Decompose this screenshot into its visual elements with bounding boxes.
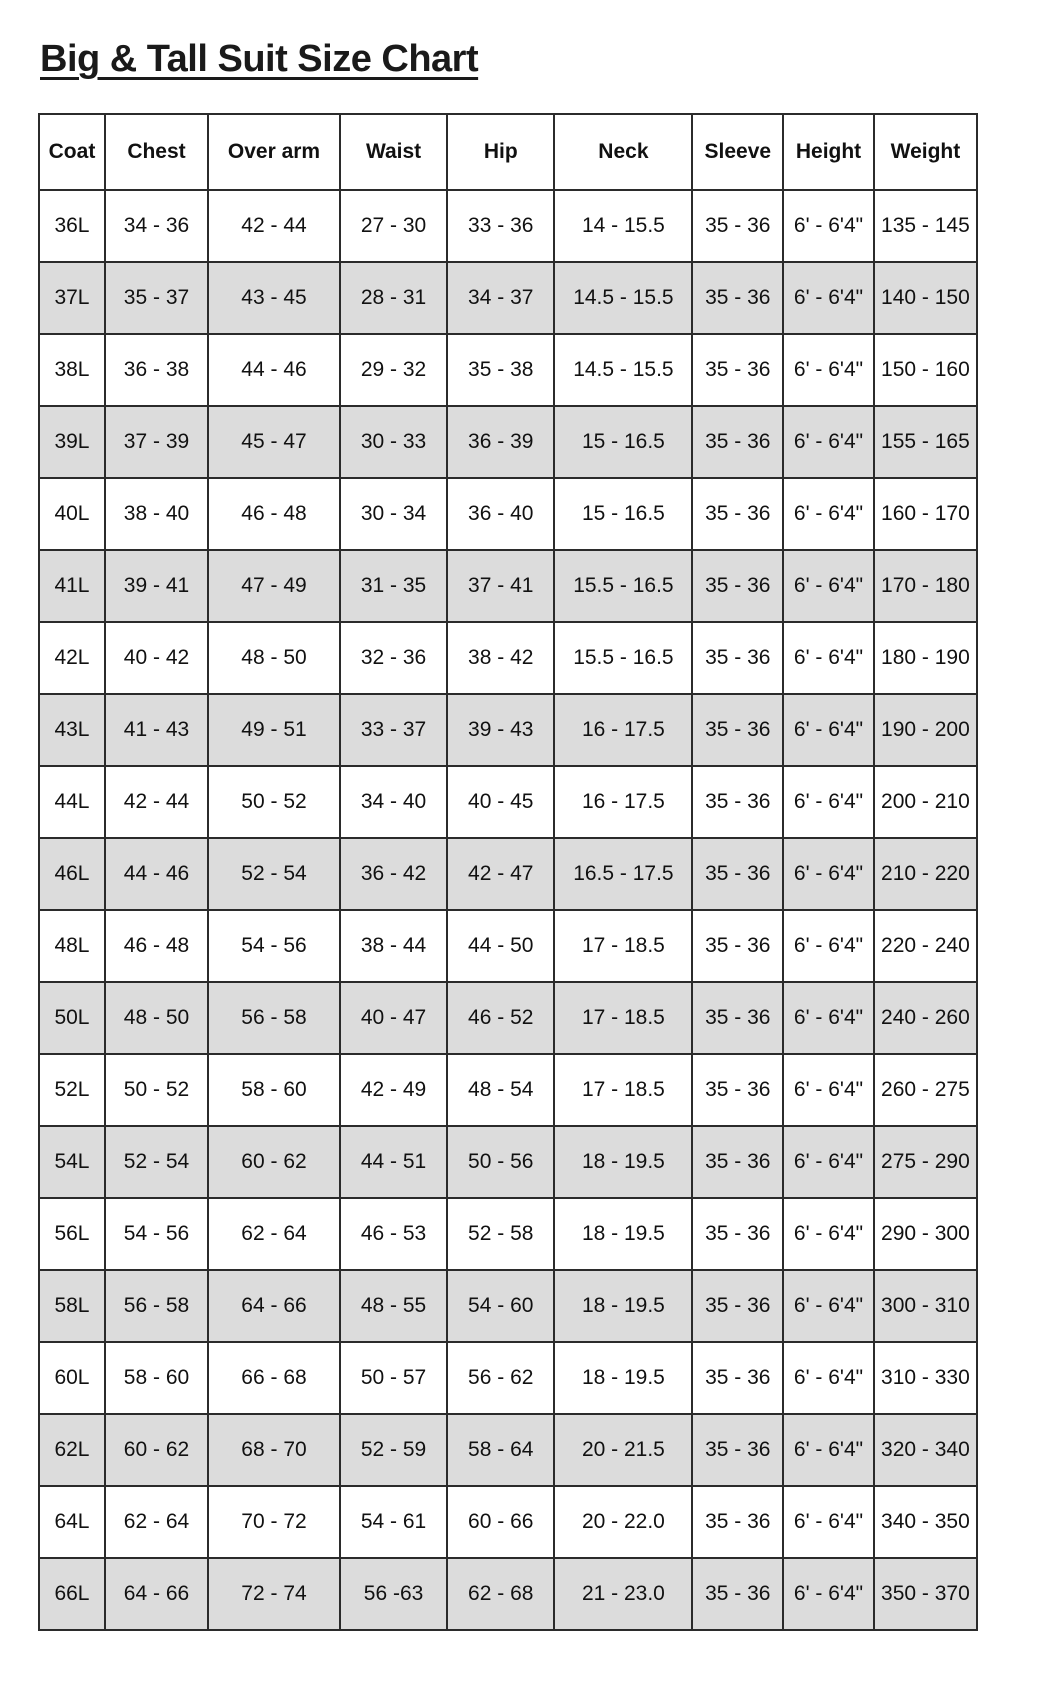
table-cell-over-arm: 46 - 48 [208,478,340,550]
table-cell-over-arm: 56 - 58 [208,982,340,1054]
table-cell-hip: 42 - 47 [447,838,554,910]
table-row [39,694,977,766]
table-cell-over-arm: 60 - 62 [208,1126,340,1198]
table-cell-over-arm: 68 - 70 [208,1414,340,1486]
table-cell-coat: 46L [39,838,105,910]
table-row [39,1414,977,1486]
table-cell-waist: 48 - 55 [340,1270,447,1342]
table-cell-over-arm: 49 - 51 [208,694,340,766]
table-cell-sleeve: 35 - 36 [692,622,783,694]
table-cell-chest: 41 - 43 [105,694,208,766]
table-cell-hip: 37 - 41 [447,550,554,622]
table-cell-weight: 160 - 170 [874,478,977,550]
table-cell-over-arm: 62 - 64 [208,1198,340,1270]
table-row [39,622,977,694]
table-cell-height: 6' - 6'4" [783,334,874,406]
table-cell-sleeve: 35 - 36 [692,1486,783,1558]
table-cell-waist: 29 - 32 [340,334,447,406]
table-cell-sleeve: 35 - 36 [692,838,783,910]
table-cell-over-arm: 44 - 46 [208,334,340,406]
table-cell-over-arm: 58 - 60 [208,1054,340,1126]
table-cell-chest: 42 - 44 [105,766,208,838]
table-cell-over-arm: 64 - 66 [208,1270,340,1342]
table-cell-height: 6' - 6'4" [783,1054,874,1126]
table-cell-height: 6' - 6'4" [783,262,874,334]
table-cell-coat: 42L [39,622,105,694]
table-cell-waist: 36 - 42 [340,838,447,910]
table-cell-weight: 320 - 340 [874,1414,977,1486]
table-row [39,1054,977,1126]
table-cell-coat: 41L [39,550,105,622]
table-cell-neck: 15 - 16.5 [554,478,692,550]
table-cell-neck: 18 - 19.5 [554,1270,692,1342]
table-cell-hip: 36 - 40 [447,478,554,550]
table-cell-waist: 40 - 47 [340,982,447,1054]
table-cell-waist: 30 - 34 [340,478,447,550]
table-row [39,838,977,910]
table-cell-hip: 34 - 37 [447,262,554,334]
table-cell-height: 6' - 6'4" [783,478,874,550]
table-row [39,1342,977,1414]
table-cell-height: 6' - 6'4" [783,766,874,838]
table-cell-weight: 240 - 260 [874,982,977,1054]
table-cell-coat: 60L [39,1342,105,1414]
table-cell-neck: 18 - 19.5 [554,1198,692,1270]
table-cell-hip: 38 - 42 [447,622,554,694]
table-cell-coat: 50L [39,982,105,1054]
table-cell-over-arm: 45 - 47 [208,406,340,478]
table-row [39,766,977,838]
table-cell-coat: 40L [39,478,105,550]
table-cell-chest: 38 - 40 [105,478,208,550]
table-cell-height: 6' - 6'4" [783,1198,874,1270]
table-row [39,406,977,478]
table-cell-over-arm: 50 - 52 [208,766,340,838]
table-cell-sleeve: 35 - 36 [692,406,783,478]
table-cell-waist: 44 - 51 [340,1126,447,1198]
table-cell-hip: 36 - 39 [447,406,554,478]
table-cell-hip: 35 - 38 [447,334,554,406]
table-cell-waist: 34 - 40 [340,766,447,838]
table-cell-sleeve: 35 - 36 [692,478,783,550]
table-cell-coat: 38L [39,334,105,406]
column-header-waist: Waist [340,114,447,190]
table-cell-sleeve: 35 - 36 [692,1558,783,1630]
table-cell-weight: 290 - 300 [874,1198,977,1270]
table-cell-chest: 58 - 60 [105,1342,208,1414]
table-cell-height: 6' - 6'4" [783,1558,874,1630]
table-row [39,1486,977,1558]
table-cell-waist: 56 -63 [340,1558,447,1630]
table-cell-over-arm: 72 - 74 [208,1558,340,1630]
table-cell-neck: 16 - 17.5 [554,694,692,766]
table-cell-waist: 27 - 30 [340,190,447,262]
table-cell-weight: 180 - 190 [874,622,977,694]
table-cell-over-arm: 48 - 50 [208,622,340,694]
table-cell-chest: 54 - 56 [105,1198,208,1270]
table-cell-over-arm: 43 - 45 [208,262,340,334]
table-header-row [39,114,977,190]
column-header-weight: Weight [874,114,977,190]
table-cell-height: 6' - 6'4" [783,838,874,910]
column-header-height: Height [783,114,874,190]
table-cell-neck: 17 - 18.5 [554,1054,692,1126]
table-cell-height: 6' - 6'4" [783,550,874,622]
table-cell-neck: 14 - 15.5 [554,190,692,262]
table-cell-waist: 50 - 57 [340,1342,447,1414]
table-cell-weight: 260 - 275 [874,1054,977,1126]
table-cell-neck: 16.5 - 17.5 [554,838,692,910]
table-cell-coat: 48L [39,910,105,982]
table-cell-sleeve: 35 - 36 [692,334,783,406]
table-cell-height: 6' - 6'4" [783,406,874,478]
table-cell-weight: 200 - 210 [874,766,977,838]
table-cell-coat: 62L [39,1414,105,1486]
table-cell-weight: 170 - 180 [874,550,977,622]
table-cell-over-arm: 52 - 54 [208,838,340,910]
table-cell-neck: 15.5 - 16.5 [554,622,692,694]
table-cell-height: 6' - 6'4" [783,694,874,766]
table-cell-hip: 48 - 54 [447,1054,554,1126]
table-cell-coat: 36L [39,190,105,262]
table-cell-sleeve: 35 - 36 [692,1414,783,1486]
table-cell-waist: 52 - 59 [340,1414,447,1486]
table-cell-waist: 30 - 33 [340,406,447,478]
table-cell-chest: 39 - 41 [105,550,208,622]
table-row [39,478,977,550]
table-cell-hip: 56 - 62 [447,1342,554,1414]
column-header-neck: Neck [554,114,692,190]
table-cell-waist: 42 - 49 [340,1054,447,1126]
table-cell-neck: 20 - 22.0 [554,1486,692,1558]
table-cell-weight: 150 - 160 [874,334,977,406]
table-cell-waist: 33 - 37 [340,694,447,766]
table-cell-hip: 33 - 36 [447,190,554,262]
table-cell-neck: 18 - 19.5 [554,1342,692,1414]
table-cell-height: 6' - 6'4" [783,910,874,982]
table-cell-coat: 66L [39,1558,105,1630]
table-row [39,1558,977,1630]
table-cell-height: 6' - 6'4" [783,1126,874,1198]
table-cell-waist: 32 - 36 [340,622,447,694]
table-cell-chest: 62 - 64 [105,1486,208,1558]
page-title: Big & Tall Suit Size Chart [40,38,479,80]
column-header-hip: Hip [447,114,554,190]
table-cell-hip: 50 - 56 [447,1126,554,1198]
table-cell-height: 6' - 6'4" [783,1414,874,1486]
table-row [39,190,977,262]
table-cell-weight: 350 - 370 [874,1558,977,1630]
table-cell-neck: 18 - 19.5 [554,1126,692,1198]
table-cell-neck: 16 - 17.5 [554,766,692,838]
table-cell-weight: 140 - 150 [874,262,977,334]
table-cell-chest: 52 - 54 [105,1126,208,1198]
table-cell-neck: 17 - 18.5 [554,910,692,982]
table-cell-over-arm: 54 - 56 [208,910,340,982]
table-cell-chest: 34 - 36 [105,190,208,262]
table-cell-hip: 60 - 66 [447,1486,554,1558]
table-cell-coat: 44L [39,766,105,838]
table-cell-coat: 58L [39,1270,105,1342]
table-cell-height: 6' - 6'4" [783,190,874,262]
table-cell-waist: 38 - 44 [340,910,447,982]
table-cell-waist: 28 - 31 [340,262,447,334]
table-cell-over-arm: 66 - 68 [208,1342,340,1414]
table-cell-waist: 54 - 61 [340,1486,447,1558]
table-cell-sleeve: 35 - 36 [692,982,783,1054]
table-cell-weight: 155 - 165 [874,406,977,478]
column-header-over-arm: Over arm [208,114,340,190]
table-cell-weight: 190 - 200 [874,694,977,766]
table-cell-neck: 14.5 - 15.5 [554,334,692,406]
table-cell-chest: 46 - 48 [105,910,208,982]
table-row [39,910,977,982]
column-header-coat: Coat [39,114,105,190]
table-cell-sleeve: 35 - 36 [692,262,783,334]
table-cell-neck: 20 - 21.5 [554,1414,692,1486]
table-cell-chest: 64 - 66 [105,1558,208,1630]
table-cell-hip: 39 - 43 [447,694,554,766]
table-cell-neck: 21 - 23.0 [554,1558,692,1630]
table-cell-height: 6' - 6'4" [783,1270,874,1342]
table-cell-chest: 60 - 62 [105,1414,208,1486]
table-row [39,1126,977,1198]
table-cell-chest: 40 - 42 [105,622,208,694]
size-chart-table [38,113,978,1631]
table-cell-over-arm: 70 - 72 [208,1486,340,1558]
table-cell-hip: 52 - 58 [447,1198,554,1270]
table-cell-over-arm: 47 - 49 [208,550,340,622]
table-cell-neck: 15 - 16.5 [554,406,692,478]
table-cell-weight: 310 - 330 [874,1342,977,1414]
table-cell-height: 6' - 6'4" [783,622,874,694]
table-cell-neck: 17 - 18.5 [554,982,692,1054]
table-cell-chest: 44 - 46 [105,838,208,910]
table-cell-sleeve: 35 - 36 [692,1054,783,1126]
table-cell-weight: 220 - 240 [874,910,977,982]
table-cell-sleeve: 35 - 36 [692,910,783,982]
table-cell-neck: 15.5 - 16.5 [554,550,692,622]
table-cell-weight: 340 - 350 [874,1486,977,1558]
table-cell-hip: 44 - 50 [447,910,554,982]
table-row [39,334,977,406]
table-cell-weight: 300 - 310 [874,1270,977,1342]
column-header-chest: Chest [105,114,208,190]
table-cell-hip: 40 - 45 [447,766,554,838]
table-cell-sleeve: 35 - 36 [692,1342,783,1414]
table-cell-height: 6' - 6'4" [783,1342,874,1414]
table-cell-waist: 31 - 35 [340,550,447,622]
table-cell-weight: 210 - 220 [874,838,977,910]
table-cell-weight: 275 - 290 [874,1126,977,1198]
table-cell-coat: 37L [39,262,105,334]
table-cell-coat: 56L [39,1198,105,1270]
table-cell-neck: 14.5 - 15.5 [554,262,692,334]
table-cell-weight: 135 - 145 [874,190,977,262]
table-cell-sleeve: 35 - 36 [692,694,783,766]
table-cell-chest: 56 - 58 [105,1270,208,1342]
table-cell-chest: 36 - 38 [105,334,208,406]
table-cell-coat: 52L [39,1054,105,1126]
table-cell-chest: 37 - 39 [105,406,208,478]
table-row [39,1198,977,1270]
table-row [39,550,977,622]
table-cell-waist: 46 - 53 [340,1198,447,1270]
table-cell-chest: 50 - 52 [105,1054,208,1126]
column-header-sleeve: Sleeve [692,114,783,190]
table-body [39,190,977,1630]
table-cell-chest: 48 - 50 [105,982,208,1054]
table-cell-coat: 54L [39,1126,105,1198]
table-row [39,262,977,334]
table-cell-height: 6' - 6'4" [783,982,874,1054]
table-cell-sleeve: 35 - 36 [692,766,783,838]
table-header [39,114,977,190]
table-cell-sleeve: 35 - 36 [692,190,783,262]
table-cell-sleeve: 35 - 36 [692,550,783,622]
table-row [39,1270,977,1342]
table-cell-sleeve: 35 - 36 [692,1270,783,1342]
table-cell-chest: 35 - 37 [105,262,208,334]
table-cell-sleeve: 35 - 36 [692,1198,783,1270]
table-cell-hip: 46 - 52 [447,982,554,1054]
table-cell-height: 6' - 6'4" [783,1486,874,1558]
table-row [39,982,977,1054]
table-cell-sleeve: 35 - 36 [692,1126,783,1198]
table-cell-over-arm: 42 - 44 [208,190,340,262]
table-cell-hip: 54 - 60 [447,1270,554,1342]
table-cell-hip: 62 - 68 [447,1558,554,1630]
table-cell-coat: 39L [39,406,105,478]
table-cell-coat: 64L [39,1486,105,1558]
table-cell-coat: 43L [39,694,105,766]
table-cell-hip: 58 - 64 [447,1414,554,1486]
